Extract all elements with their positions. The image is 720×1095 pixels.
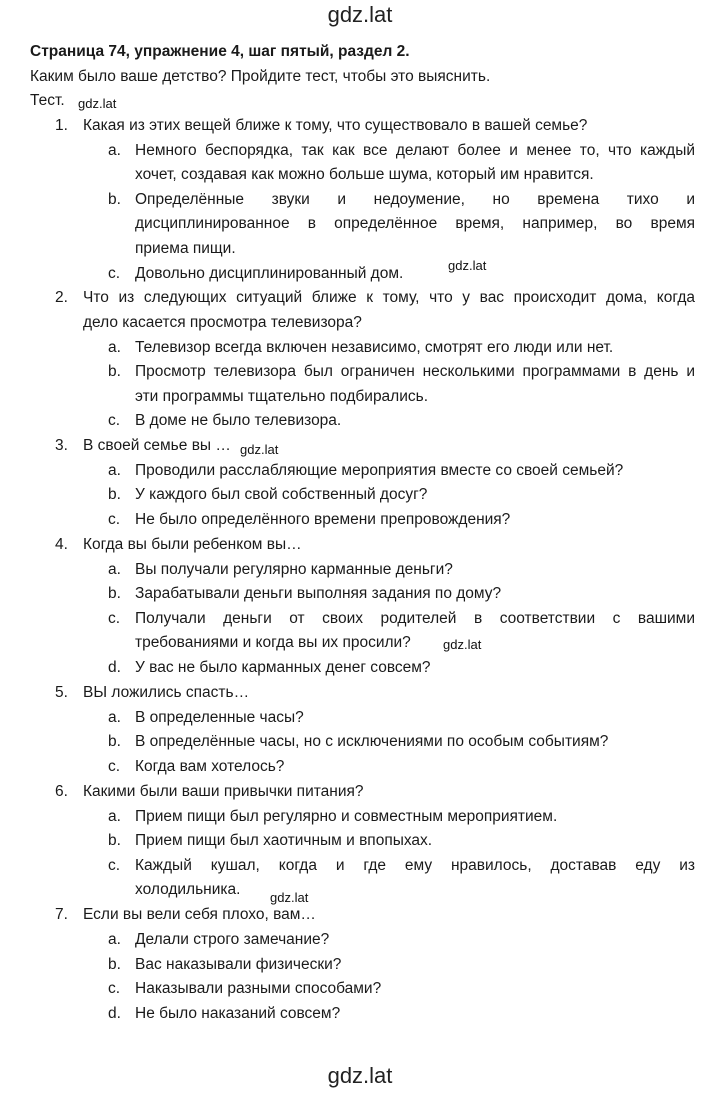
answer-text: Делали строго замечание? [135, 931, 330, 948]
answer-letter: b. [108, 191, 121, 208]
answer-text: приема пищи. [135, 240, 236, 257]
answer-text: холодильника. [135, 881, 241, 898]
question-text: дело касается просмотра телевизора? [83, 314, 362, 331]
answer-text: В определённые часы, но с исключениями по особым событиям? [135, 733, 609, 750]
question-number: 7. [55, 906, 68, 923]
question-text: Что из следующих ситуаций ближе к тому, что у вас происходит дома, когда [83, 289, 695, 306]
question-text: Если вы вели себя плохо, вам… [83, 906, 316, 923]
answer-letter: b. [108, 585, 121, 602]
answer-letter: c. [108, 857, 121, 874]
answer-letter: c. [108, 511, 121, 528]
answer-letter: c. [108, 610, 121, 627]
answer-letter: a. [108, 142, 121, 159]
answer-text: Когда вам хотелось? [135, 758, 285, 775]
answer-text: В определенные часы? [135, 709, 304, 726]
page-heading: Страница 74, упражнение 4, шаг пятый, раздел 2. [30, 43, 410, 60]
answer-letter: a. [108, 709, 121, 726]
watermark-inline: gdz.lat [443, 637, 482, 652]
answer-text: дисциплинированное в определённое время, например, во время [135, 215, 695, 232]
answer-letter: b. [108, 956, 121, 973]
watermark-inline: gdz.lat [448, 258, 487, 273]
answer-letter: a. [108, 808, 121, 825]
answer-text: Каждый кушал, когда и где ему нравилось, доставав еду из [135, 857, 695, 874]
question-text: Когда вы были ребенком вы… [83, 536, 302, 553]
question-number: 4. [55, 536, 68, 553]
answer-letter: a. [108, 339, 121, 356]
answer-text: Получали деньги от своих родителей в соответствии с вашими [135, 610, 695, 627]
answer-text: эти программы тщательно подбирались. [135, 388, 429, 405]
answer-letter: b. [108, 363, 121, 380]
question-text: Какая из этих вещей ближе к тому, что существовало в вашей семье? [83, 117, 588, 134]
answer-letter: d. [108, 659, 121, 676]
answer-text: Наказывали разными способами? [135, 980, 382, 997]
answer-letter: c. [108, 265, 121, 282]
question-number: 3. [55, 437, 68, 454]
answer-letter: b. [108, 733, 121, 750]
question-text: ВЫ ложились спасть… [83, 684, 250, 701]
answer-text: Зарабатывали деньги выполняя задания по дому? [135, 585, 502, 602]
question-number: 2. [55, 289, 68, 306]
watermark-inline: gdz.lat [270, 890, 309, 905]
answer-letter: a. [108, 931, 121, 948]
answer-text: Прием пищи был регулярно и совместным мероприятием. [135, 808, 558, 825]
answer-text: Просмотр телевизора был ограничен несколькими программами в день и [135, 363, 695, 380]
answer-text: В доме не было телевизора. [135, 412, 342, 429]
answer-text: Немного беспорядка, так как все делают более и менее то, что каждый [135, 142, 695, 159]
question-number: 1. [55, 117, 68, 134]
answer-text: Определённые звуки и недоумение, но времена тихо и [135, 191, 695, 208]
answer-text: Вы получали регулярно карманные деньги? [135, 561, 453, 578]
answer-letter: b. [108, 486, 121, 503]
question-text: В своей семье вы … [83, 437, 231, 454]
answer-letter: a. [108, 462, 121, 479]
answer-letter: b. [108, 832, 121, 849]
intro-text: Каким было ваше детство? Пройдите тест, чтобы это выяснить. [30, 68, 491, 85]
answer-letter: c. [108, 758, 121, 775]
answer-text: У вас не было карманных денег совсем? [135, 659, 431, 676]
question-number: 6. [55, 783, 68, 800]
answer-text: Не было наказаний совсем? [135, 1005, 341, 1022]
answer-letter: a. [108, 561, 121, 578]
answer-text: хочет, создавая как можно больше шума, который им нравится. [135, 166, 594, 183]
answer-letter: c. [108, 412, 121, 429]
answer-text: У каждого был свой собственный досуг? [135, 486, 428, 503]
answer-text: Не было определённого времени препровождения? [135, 511, 511, 528]
watermark-bottom: gdz.lat [327, 1063, 393, 1088]
answer-text: Прием пищи был хаотичным и впопыхах. [135, 832, 433, 849]
question-number: 5. [55, 684, 68, 701]
answer-letter: c. [108, 980, 121, 997]
answer-letter: d. [108, 1005, 121, 1022]
answer-text: Проводили расслабляющие мероприятия вместе со своей семьей? [135, 462, 624, 479]
answer-text: требованиями и когда вы их просили? [135, 634, 411, 651]
answer-text: Телевизор всегда включен независимо, смотрят его люди или нет. [135, 339, 614, 356]
question-text: Какими были ваши привычки питания? [83, 783, 364, 800]
answer-text: Вас наказывали физически? [135, 956, 342, 973]
test-label: Тест. [30, 92, 65, 109]
watermark-top: gdz.lat [327, 2, 393, 27]
watermark-inline: gdz.lat [78, 96, 117, 111]
answer-text: Довольно дисциплинированный дом. [135, 265, 404, 282]
watermark-inline: gdz.lat [240, 442, 279, 457]
